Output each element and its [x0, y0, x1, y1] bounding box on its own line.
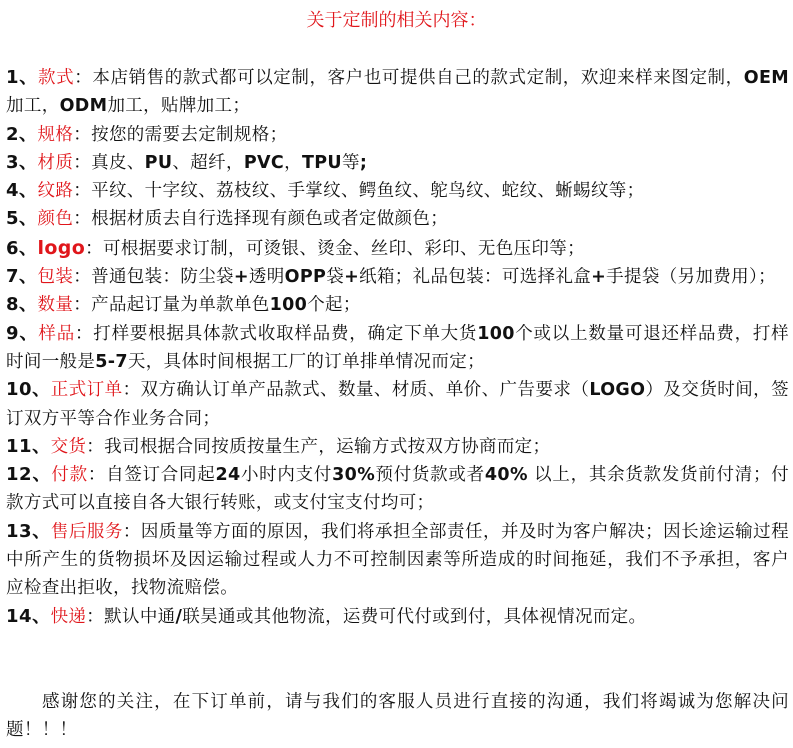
item-colon: ： [74, 68, 93, 88]
item-text: 、超纤， [172, 152, 244, 173]
item-text-percent: 30% [332, 465, 376, 486]
item-label-texture: 纹路 [37, 181, 74, 202]
item-colon: ： [86, 606, 105, 627]
item-separator: 、 [19, 208, 38, 230]
item-text: ）及交货时间，签订双方平等合作业务合同； [6, 380, 789, 429]
item-colon: ： [87, 465, 107, 486]
list-item-after-sales [6, 518, 789, 603]
item-text: 默认中通 [104, 606, 176, 627]
item-text-pu: PU [144, 152, 173, 173]
item-number: 4 [6, 180, 20, 202]
item-separator: 、 [19, 237, 38, 259]
item-number: 6 [6, 237, 20, 259]
item-text: 普通包装：防尘袋 [91, 267, 234, 288]
item-label-size: 规格 [37, 124, 74, 145]
item-text: 加工，贴牌加工； [107, 96, 251, 117]
item-label-color: 颜色 [37, 209, 74, 230]
item-label-after-sales: 售后服务 [50, 521, 123, 542]
thank-you-note: 感谢您的关注，在下订单前，请与我们的客服人员进行直接的沟通，我们将竭诚为您解决问题！！！ [6, 692, 789, 741]
item-number: 9 [6, 322, 20, 344]
item-text: 产品起订量为单款单色 [91, 295, 270, 316]
item-text: 我司根据合同按质按量生产，运输方式按双方协商而定； [104, 436, 551, 457]
item-text: 平纹、十字纹、荔枝纹、手掌纹、鳄鱼纹、鸵鸟纹、蛇纹、蜥蜴纹等； [91, 181, 645, 202]
item-text: 双方确认订单产品款式、数量、材质、单价、广告要求（ [140, 380, 590, 401]
list-item-payment [6, 461, 789, 518]
item-text-percent: 40% [484, 465, 528, 486]
item-text: 预付货款或者 [375, 465, 485, 486]
item-number: 12 [6, 464, 33, 486]
item-text: ; [359, 152, 368, 173]
item-text-hours: 24 [215, 465, 241, 486]
list-item-quantity [6, 291, 789, 319]
item-number: 10 [6, 379, 33, 401]
item-text: 个或以上数量可退还样品费，打样时间一般是 [6, 323, 790, 372]
item-text-plus: + [344, 267, 360, 288]
item-number: 2 [6, 123, 20, 145]
list-item-size [6, 121, 789, 149]
item-label-samples: 样品 [38, 323, 75, 344]
item-separator: 、 [19, 123, 38, 145]
item-separator: 、 [19, 180, 38, 202]
list-item-packaging [6, 263, 789, 291]
item-separator: 、 [19, 151, 38, 173]
item-number: 1 [6, 67, 20, 88]
item-colon: ： [74, 323, 94, 344]
item-text: 个起； [307, 295, 361, 316]
item-text-days: 5-7 [95, 351, 128, 372]
item-text-pvc: PVC [243, 152, 285, 173]
item-separator: 、 [19, 67, 39, 88]
item-text-logo: LOGO [589, 380, 646, 401]
item-text: 打样要根据具体款式收取样品费，确定下单大货 [93, 323, 478, 344]
item-number: 5 [6, 208, 20, 230]
item-text-oem: OEM [743, 68, 790, 88]
item-text: 本店销售的款式都可以定制，客户也可提供自己的款式定制，欢迎来样来图定制， [92, 68, 744, 88]
item-label-formal-order: 正式订单 [50, 380, 123, 401]
item-text: 因质量等方面的原因，我们将承担全部责任，并及时为客户解决；因长途运输过程中所产生的货物损坏及因运输过程或人力不可控制因素等所造成的时间拖延，我们不予承担，客户应检查出拒收，找物流赔偿。 [6, 521, 789, 599]
item-separator: 、 [32, 379, 51, 401]
item-number: 7 [6, 266, 20, 288]
item-colon: ： [73, 267, 92, 288]
list-item-material [6, 149, 789, 177]
item-number: 8 [6, 294, 20, 316]
item-number: 14 [6, 605, 33, 627]
item-separator: 、 [32, 605, 51, 627]
item-text-moq: 100 [269, 295, 308, 316]
item-text-plus: + [233, 267, 249, 288]
item-colon: ： [85, 238, 104, 259]
item-colon: ： [73, 295, 92, 316]
item-text: 根据材质去自行选择现有颜色或者定做颜色； [91, 209, 449, 230]
item-text: 透明 [248, 267, 285, 288]
item-separator: 、 [19, 294, 38, 316]
item-text: 加工， [6, 96, 60, 117]
item-colon: ： [122, 521, 141, 542]
item-colon: ： [122, 380, 141, 401]
item-text: ， [284, 152, 302, 173]
list-item-color [6, 205, 789, 233]
item-text-opp: OPP [284, 267, 327, 288]
item-text: 小时内支付 [240, 465, 333, 486]
item-label-payment: 付款 [51, 465, 88, 486]
item-label-express: 快递 [50, 606, 87, 627]
item-label-delivery: 交货 [50, 436, 87, 457]
item-text: 自签订合同起 [106, 465, 216, 486]
customization-list [6, 64, 789, 631]
item-separator: 、 [19, 266, 38, 288]
list-item-express [6, 603, 789, 631]
list-item-delivery [6, 433, 789, 461]
item-text: 联昊通或其他物流，运费可代付或到付，具体视情况而定。 [182, 606, 647, 627]
item-text: 等 [341, 152, 360, 173]
item-label-style: 款式 [38, 68, 75, 88]
item-number: 3 [6, 151, 20, 173]
list-item-texture [6, 177, 789, 205]
item-text: 真皮、 [91, 152, 145, 173]
item-number: 13 [6, 520, 33, 542]
item-number: 11 [6, 435, 33, 457]
item-colon: ： [73, 209, 92, 230]
item-text-tpu: TPU [301, 152, 342, 173]
item-text: 天，具体时间根据工厂的订单排单情况而定； [127, 351, 485, 372]
item-separator: 、 [32, 520, 51, 542]
item-colon: ： [73, 152, 92, 173]
item-text-plus: + [591, 267, 607, 288]
item-text: 纸箱；礼品包装：可选择礼盒 [359, 267, 592, 288]
item-text: 按您的需要去定制规格； [91, 124, 288, 145]
list-item-style [6, 64, 789, 121]
item-label-packaging: 包装 [37, 267, 74, 288]
item-text: 以上，其余货款发货前付清；付款方式可以直接自各大银行转账，或支付宝支付均可； [6, 465, 790, 514]
item-text-odm: ODM [59, 96, 108, 117]
item-colon: ： [73, 124, 92, 145]
item-separator: 、 [19, 322, 39, 344]
item-colon: ： [86, 436, 105, 457]
item-text: 手提袋（另加费用）； [606, 267, 776, 288]
item-text-slash: / [175, 606, 183, 627]
item-text: 可根据要求订制，可烫银、烫金、丝印、彩印、无色压印等； [103, 238, 585, 259]
list-item-formal-order [6, 376, 789, 433]
item-label-quantity: 数量 [37, 295, 74, 316]
page-title: 关于定制的相关内容： [306, 10, 487, 31]
item-separator: 、 [32, 464, 52, 486]
item-separator: 、 [32, 435, 51, 457]
item-text-quantity: 100 [477, 323, 515, 344]
item-colon: ： [73, 181, 92, 202]
item-label-material: 材质 [37, 152, 74, 173]
item-label-logo: logo [37, 236, 86, 259]
list-item-samples [6, 320, 789, 377]
list-item-logo [6, 234, 789, 263]
item-text: 袋 [326, 267, 345, 288]
